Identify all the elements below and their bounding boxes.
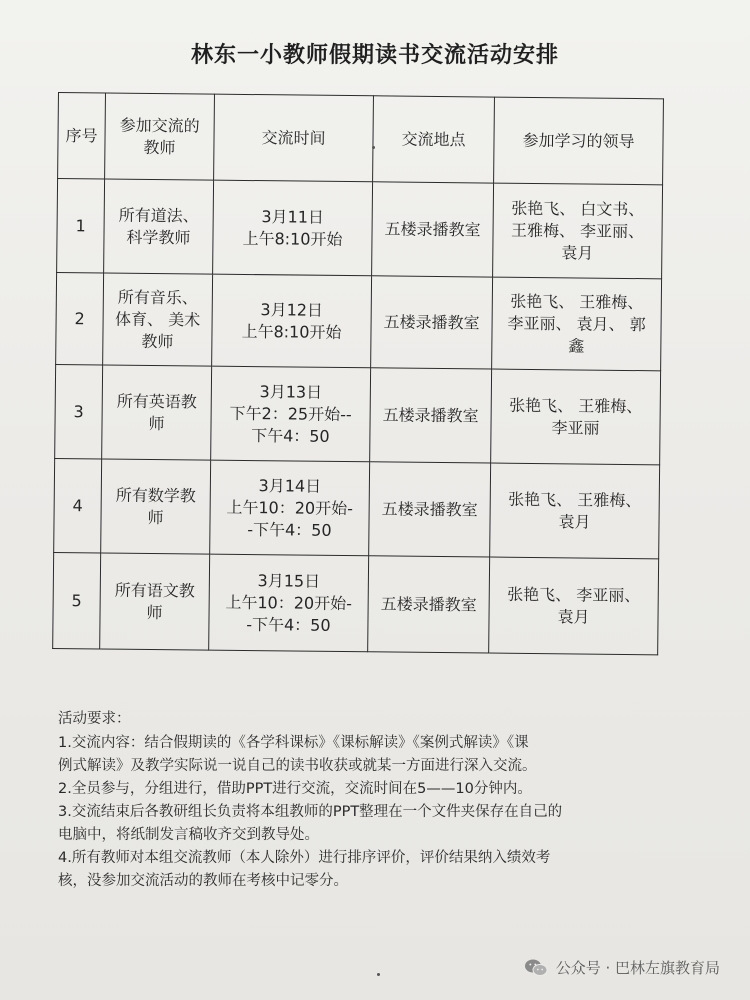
cell-leaders-line: 袁月 <box>561 242 594 263</box>
requirement-line: 1.交流内容：结合假期读的《各学科课标》《课标解读》《案例式解读》《课 <box>58 735 529 751</box>
cell-time <box>209 554 369 652</box>
cell-time-line: 3月15日 <box>257 570 321 591</box>
cell-seq: 4 <box>54 458 102 552</box>
header-teachers <box>105 93 215 180</box>
requirement-line: 电脑中，将纸制发言稿收齐交到教导处。 <box>58 827 319 843</box>
cell-time-line: 上午8:10开始 <box>241 321 342 342</box>
cell-leaders <box>489 557 659 655</box>
table-row <box>56 272 662 370</box>
requirement-line: 核，没参加交流活动的教师在考核中记零分。 <box>58 873 348 889</box>
cell-time-line: 3月12日 <box>260 299 324 320</box>
cell-time-line: 3月14日 <box>258 475 322 496</box>
table-row <box>55 364 661 464</box>
cell-leaders-line: 李亚丽、 袁月、 郭 <box>507 313 646 334</box>
table-row <box>57 179 663 279</box>
header-teachers-line: 参加交流的 <box>119 115 200 135</box>
paper-speck <box>377 973 380 976</box>
cell-time-line: 上午10：20开始- <box>225 592 353 613</box>
cell-leaders <box>490 463 660 559</box>
table-row <box>53 552 659 654</box>
cell-seq: 3 <box>55 364 103 458</box>
watermark-text: 公众号 · 巴林左旗教育局 <box>555 959 720 977</box>
requirement-line: 2.全员参与，分组进行，借助PPT进行交流，交流时间在5——10分钟内。 <box>58 781 532 797</box>
header-seq: 序号 <box>58 93 106 179</box>
paper-speck <box>372 146 375 149</box>
cell-teachers-line: 师 <box>146 602 163 622</box>
cell-place: 五楼录播教室 <box>371 276 493 369</box>
requirements-section <box>58 708 708 893</box>
cell-teachers-line: 师 <box>147 507 164 527</box>
header-leaders: 参加学习的领导 <box>494 97 664 185</box>
cell-time-line: -下午4：50 <box>246 614 331 635</box>
cell-time-line: 下午2：25开始-- <box>229 403 352 424</box>
cell-leaders-line: 张艳飞、 王雅梅、 <box>510 291 644 312</box>
cell-leaders <box>493 183 663 279</box>
cell-leaders-line: 张艳飞、 白文书、 <box>511 198 645 219</box>
cell-leaders-line: 张艳飞、 李亚丽、 <box>507 584 641 605</box>
requirements-title: 活动要求： <box>58 711 131 727</box>
cell-leaders-line: 袁月 <box>557 606 590 627</box>
cell-leaders-line: 李亚丽 <box>551 417 600 438</box>
cell-time-line: -下午4：50 <box>247 519 332 540</box>
cell-time-line: 3月13日 <box>259 381 323 402</box>
cell-seq: 1 <box>57 179 105 273</box>
cell-leaders <box>491 369 661 465</box>
cell-leaders-line: 张艳飞、 王雅梅、 <box>509 395 643 416</box>
cell-teachers-line: 所有音乐、 <box>117 287 198 307</box>
cell-leaders-line: 王雅梅、 李亚丽、 <box>510 220 645 241</box>
cell-teachers-line: 所有英语教 <box>116 391 197 411</box>
cell-time <box>210 460 370 556</box>
requirement-line: 例式解读》及教学实际说一说自己的读书收获或就某一方面进行深入交流。 <box>58 758 537 774</box>
cell-teachers-line: 所有数学教 <box>115 485 196 505</box>
cell-time-line: 下午4：50 <box>251 425 330 446</box>
requirement-line: 4.所有教师对本组交流教师（本人除外）进行排序评价，评价结果纳入绩效考 <box>58 850 551 866</box>
requirement-line: 3.交流结束后各教研组长负责将本组教师的PPT整理在一个文件夹保存在自己的 <box>58 804 563 820</box>
cell-place: 五楼录播教室 <box>370 368 492 463</box>
cell-time-line: 3月11日 <box>261 206 325 227</box>
cell-place: 五楼录播教室 <box>368 556 490 653</box>
cell-place: 五楼录播教室 <box>369 462 491 557</box>
cell-teachers-line: 师 <box>148 413 165 433</box>
cell-teachers-line: 科学教师 <box>126 227 191 247</box>
table-header-row <box>58 93 664 185</box>
cell-leaders <box>492 277 662 371</box>
header-time: 交流时间 <box>214 94 374 182</box>
cell-leaders-line: 袁月 <box>558 511 591 532</box>
cell-teachers <box>100 553 210 650</box>
cell-seq: 5 <box>53 552 101 648</box>
cell-leaders-line: 鑫 <box>568 335 585 356</box>
cell-time-line: 上午8:10开始 <box>242 228 343 249</box>
cell-teachers-line: 教师 <box>141 331 174 351</box>
header-place: 交流地点 <box>373 96 495 183</box>
wechat-icon <box>524 958 548 978</box>
schedule-table <box>52 92 664 655</box>
cell-place: 五楼录播教室 <box>372 182 494 277</box>
cell-time <box>211 366 371 462</box>
cell-seq: 2 <box>56 272 104 364</box>
cell-leaders-line: 张艳飞、 王雅梅、 <box>508 489 642 510</box>
cell-time <box>212 274 372 368</box>
cell-time-line: 上午10：20开始- <box>226 497 354 518</box>
cell-teachers-line: 体育、 美术 <box>114 309 201 330</box>
cell-teachers <box>103 273 213 366</box>
header-teachers-line: 教师 <box>143 137 176 157</box>
table-row <box>54 458 660 558</box>
cell-teachers <box>102 365 212 460</box>
document-title: 林东一小教师假期读书交流活动安排 <box>190 43 559 68</box>
cell-teachers <box>104 179 214 274</box>
cell-teachers-line: 所有语文教 <box>114 580 195 600</box>
cell-teachers <box>101 459 211 554</box>
cell-time <box>213 180 373 276</box>
account-watermark <box>524 957 720 978</box>
cell-teachers-line: 所有道法、 <box>118 205 199 225</box>
